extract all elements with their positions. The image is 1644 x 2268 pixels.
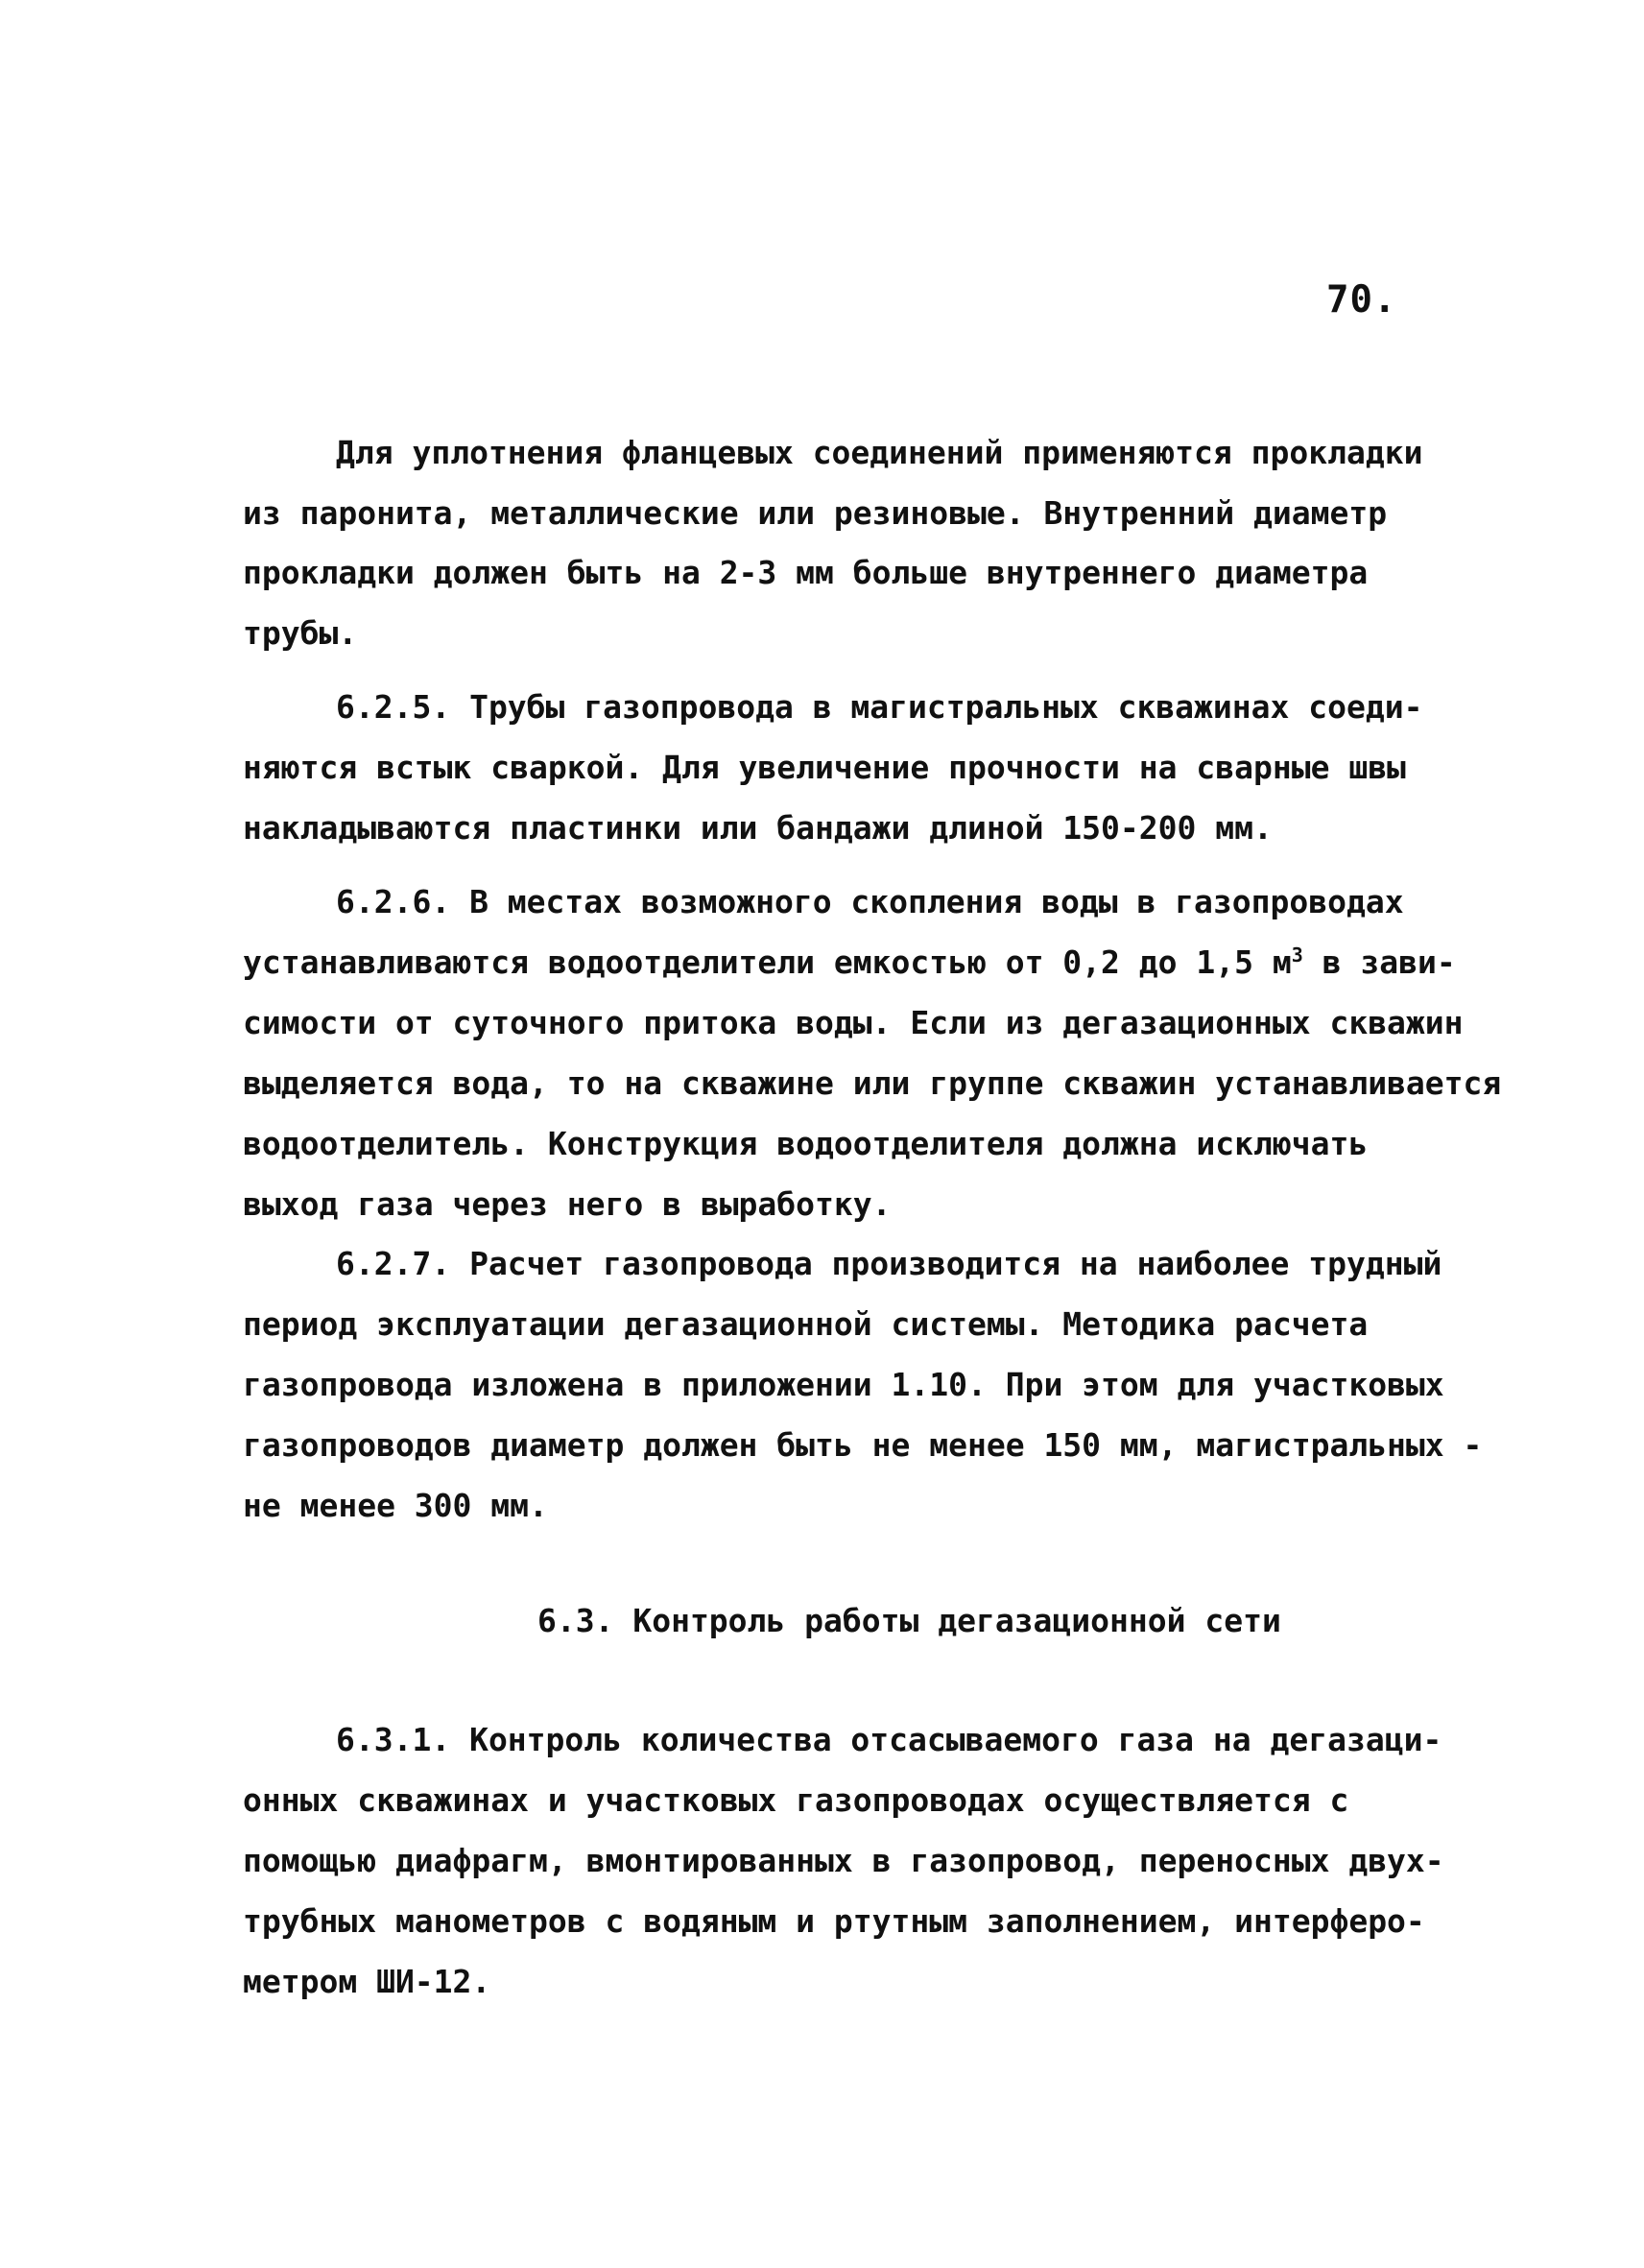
text-line: няются встык сваркой. Для увеличение прочности на сварные швы xyxy=(243,749,1406,786)
text-line: трубы. xyxy=(243,614,358,652)
text-line: 6.2.6. В местах возможного скопления воды в газопроводах xyxy=(336,883,1404,920)
text-line: метром ШИ-12. xyxy=(243,1963,491,2000)
text-line xyxy=(243,943,1456,981)
text-line: выделяется вода, то на скважине или группе скважин устанавливается xyxy=(243,1064,1502,1102)
text-before-superscript: устанавливаются водоотделители емкостью от 0,2 до 1,5 м xyxy=(243,943,1292,981)
page-number: 70. xyxy=(1326,278,1397,322)
text-line: помощью диафрагм, вмонтированных в газопровод, переносных двух- xyxy=(243,1842,1444,1879)
superscript-cubic: 3 xyxy=(1291,943,1303,967)
text-line: выход газа через него в выработку. xyxy=(243,1185,892,1223)
text-line: онных скважинах и участковых газопроводах осуществляется с xyxy=(243,1781,1349,1819)
text-line: 6.3.1. Контроль количества отсасываемого газа на дегазаци- xyxy=(336,1721,1442,1758)
text-line: 6.2.7. Расчет газопровода производится на наиболее трудный xyxy=(336,1245,1442,1282)
text-line: не менее 300 мм. xyxy=(243,1487,548,1524)
text-line: трубных манометров с водяным и ртутным заполнением, интерферо- xyxy=(243,1902,1425,1940)
text-line: Для уплотнения фланцевых соединений применяются прокладки xyxy=(336,434,1423,471)
text-line: из паронита, металлические или резиновые. Внутренний диаметр xyxy=(243,494,1388,532)
text-line: водоотделитель. Конструкция водоотделителя должна исключать xyxy=(243,1125,1369,1162)
text-line: 6.2.5. Трубы газопровода в магистральных скважинах соеди- xyxy=(336,688,1423,726)
text-line: прокладки должен быть на 2-3 мм больше внутреннего диаметра xyxy=(243,554,1369,591)
text-line: период эксплуатации дегазационной системы. Методика расчета xyxy=(243,1305,1369,1343)
text-line: газопроводов диаметр должен быть не менее 150 мм, магистральных - xyxy=(243,1426,1483,1464)
section-heading: 6.3. Контроль работы дегазационной сети xyxy=(537,1602,1281,1639)
text-line: симости от суточного притока воды. Если из дегазационных скважин xyxy=(243,1004,1464,1041)
text-line: накладываются пластинки или бандажи длиной 150-200 мм. xyxy=(243,809,1273,847)
text-after-superscript: в зави- xyxy=(1302,943,1456,981)
text-line: газопровода изложена в приложении 1.10. При этом для участковых xyxy=(243,1366,1444,1403)
